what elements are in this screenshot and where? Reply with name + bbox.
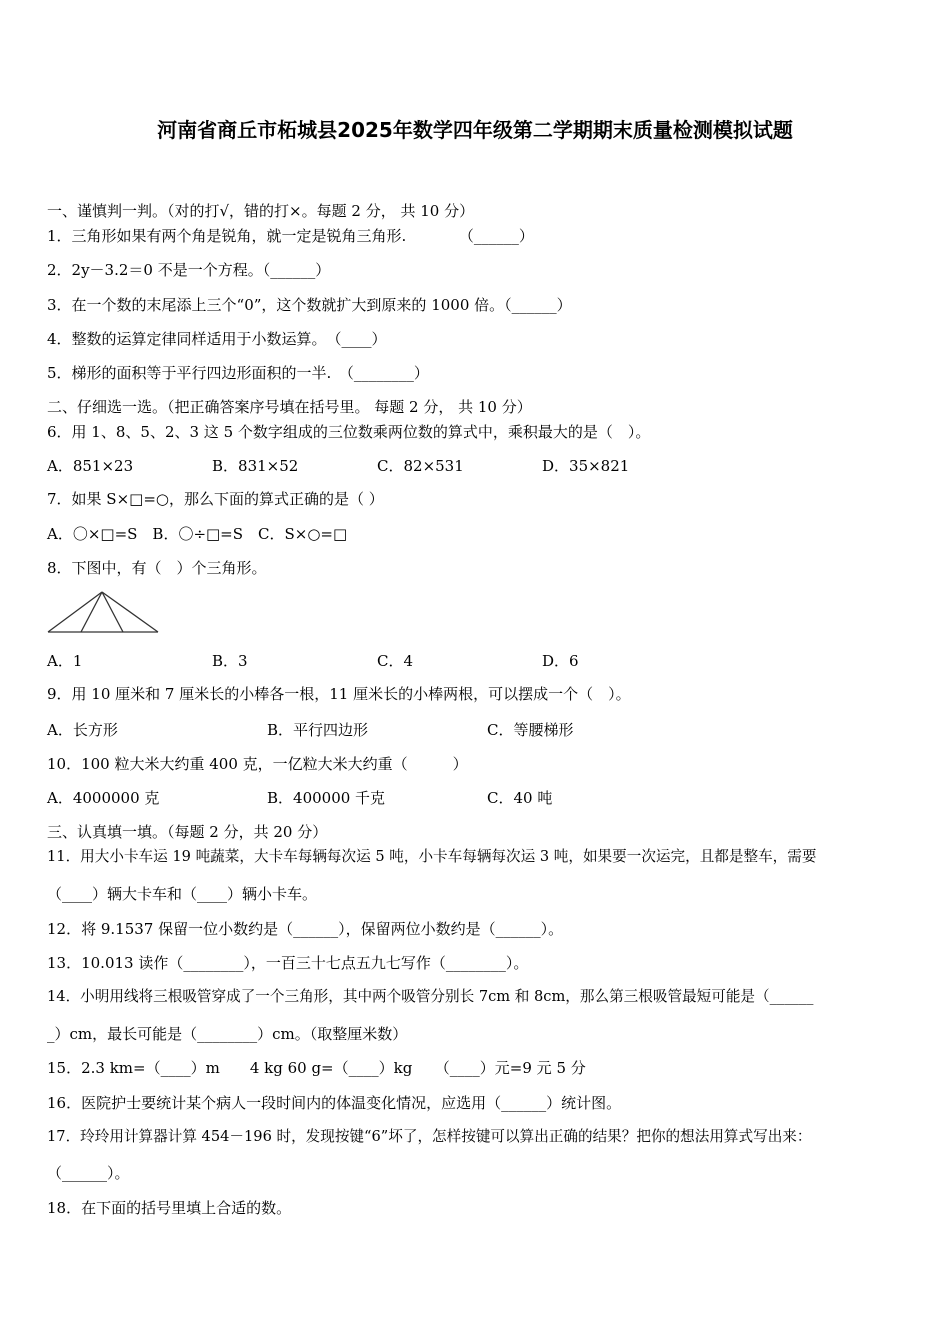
option: C．4 (377, 652, 414, 670)
option: A．851×23 (47, 457, 134, 475)
question: 2．2y－3.2＝0 不是一个方程。（______） (47, 261, 331, 279)
options: A．〇×□=S B．〇÷□=S C．S×○=□ (47, 525, 348, 543)
question: 17．玲玲用计算器计算 454－196 时，发现按键“6”坏了，怎样按键可以算出正确的结果？把你的想法用算式写出来： (47, 1128, 812, 1145)
option: D．6 (542, 652, 579, 670)
question-cont: （____）辆大卡车和（____）辆小卡车。 (47, 885, 318, 903)
option: C．40 吨 (487, 789, 553, 807)
question: 14．小明用线将三根吸管穿成了一个三角形，其中两个吸管分别长 7cm 和 8cm，那么第三根吸管最短可能是（______ (47, 988, 814, 1005)
option: A．1 (47, 652, 83, 670)
question: 16．医院护士要统计某个病人一段时间内的体温变化情况，应选用（______）统计图。 (47, 1094, 622, 1112)
question: 4．整数的运算定律同样适用于小数运算。 （____） (47, 330, 387, 348)
question: 15．2.3 km=（____）m 4 kg 60 g=（____）kg （____）元=9 元 5 分 (47, 1059, 586, 1077)
option: A．4000000 克 (47, 789, 160, 807)
question: 13．10.013 读作（________），一百三十七点五九七写作（________）。 (47, 954, 529, 972)
question: 11．用大小卡车运 19 吨蔬菜，大卡车每辆每次运 5 吨，小卡车每辆每次运 3 吨，如果要一次运完，且都是整车，需要 (47, 848, 817, 865)
question: 3．在一个数的末尾添上三个“0”，这个数就扩大到原来的 1000 倍。（______） (47, 296, 572, 314)
option: C．等腰梯形 (487, 721, 574, 739)
option: D．35×821 (542, 457, 630, 475)
question: 5．梯形的面积等于平行四边形面积的一半. （________） (47, 364, 429, 382)
question: 7．如果 S×□=○，那么下面的算式正确的是（ ） (47, 490, 384, 508)
question: 10．100 粒大米大约重 400 克，一亿粒大米大约重（ ） (47, 755, 468, 773)
page-title: 河南省商丘市柘城县2025年数学四年级第二学期期末质量检测模拟试题 (157, 118, 793, 142)
option: C．82×531 (377, 457, 464, 475)
triangle-figure (46, 590, 160, 634)
question: 12．将 9.1537 保留一位小数约是（______），保留两位小数约是（______）。 (47, 920, 564, 938)
question: 1．三角形如果有两个角是锐角，就一定是锐角三角形. （______） (47, 227, 534, 245)
section-heading: 三、认真填一填。（每题 2 分，共 20 分） (47, 823, 328, 841)
option: B．3 (212, 652, 248, 670)
section-heading: 一、谨慎判一判。（对的打√，错的打×。每题 2 分， 共 10 分） (47, 202, 475, 220)
option: B．831×52 (212, 457, 299, 475)
question: 8．下图中，有（ ）个三角形。 (47, 559, 267, 577)
option: B．400000 千克 (267, 789, 386, 807)
option: A．长方形 (47, 721, 118, 739)
option: B．平行四边形 (267, 721, 369, 739)
question: 9．用 10 厘米和 7 厘米长的小棒各一根，11 厘米长的小棒两根，可以摆成一个（ ）。 (47, 685, 631, 703)
question: 6．用 1、8、5、2、3 这 5 个数字组成的三位数乘两位数的算式中，乘积最大的是（ ）。 (47, 423, 651, 441)
question-cont: （______）。 (47, 1164, 130, 1182)
question: 18．在下面的括号里填上合适的数。 (47, 1199, 292, 1217)
question-cont: _）cm，最长可能是（________）cm。（取整厘米数） (47, 1025, 408, 1043)
section-heading: 二、仔细选一选。（把正确答案序号填在括号里。 每题 2 分， 共 10 分） (47, 398, 532, 416)
